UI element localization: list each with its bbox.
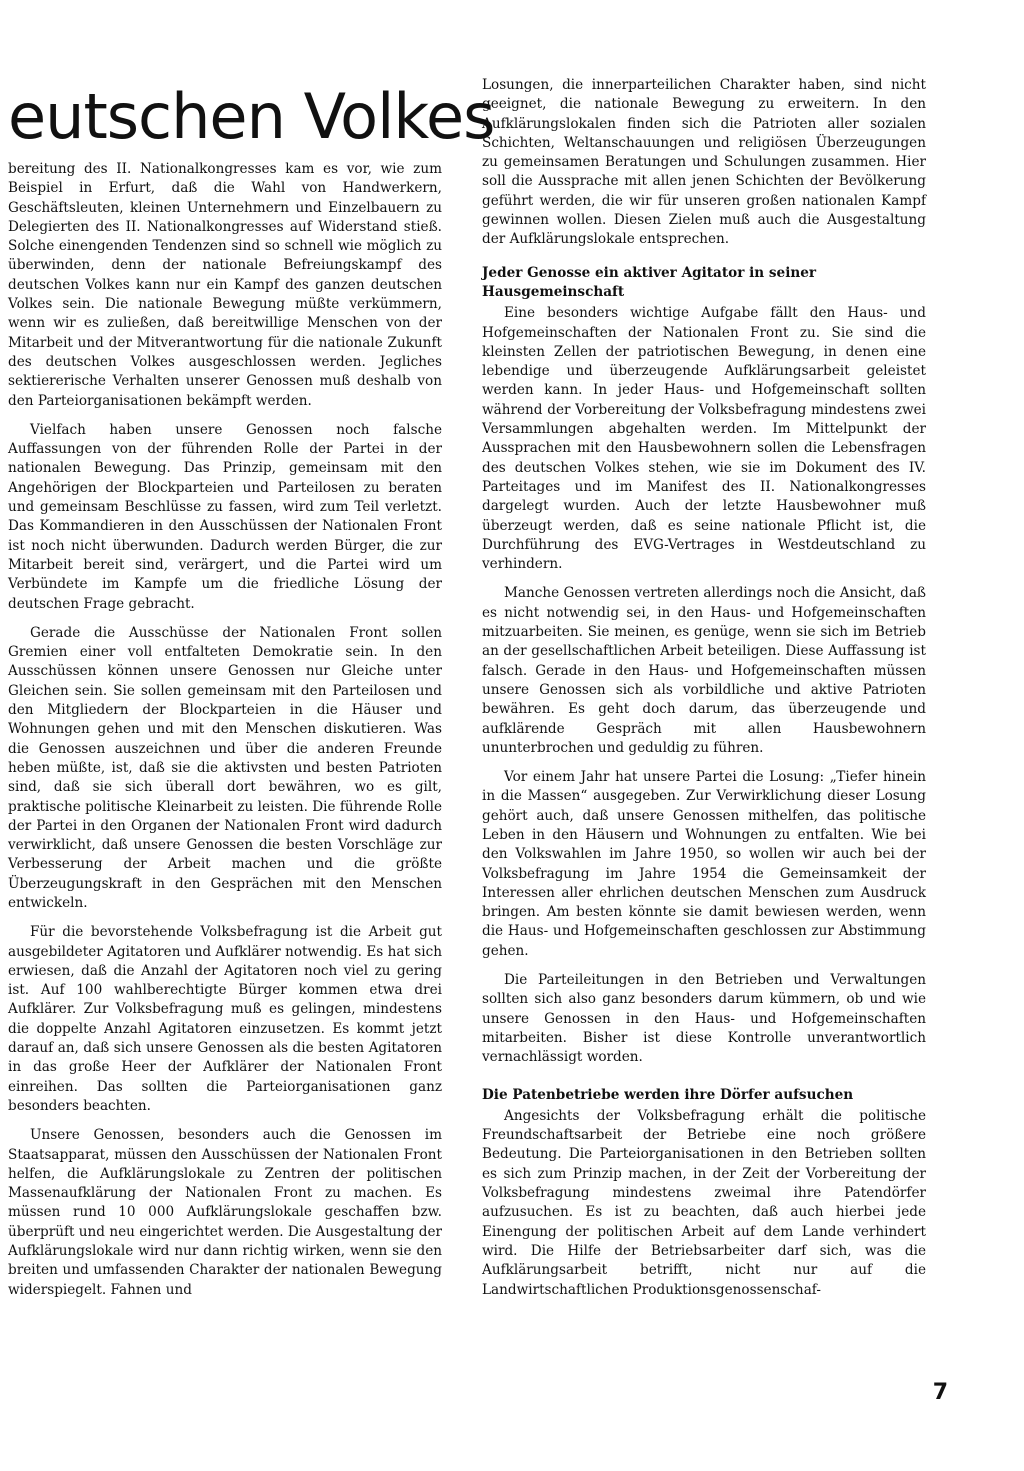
paragraph: Unsere Genossen, besonders auch die Genossen im Staatsapparat, müssen den Ausschüssen der Nationalen Front helfen, die Aufklärungslokale zu Zentren der politischen Massenaufklärung der Nationalen Front zu machen. Es müssen rund 10 000 Aufklärungslokale geschaffen bzw. überprüft und neu eingerichtet werden. Die Ausgestaltung der Aufklärungslokale wird nur dann richtig wirken, wenn sie den breiten und umfassenden Charakter der nationalen Bewegung widerspiegelt. Fahnen und <box>8 1127 442 1298</box>
paragraph: Vor einem Jahr hat unsere Partei die Losung: „Tiefer hinein in die Massen“ ausgegeben. Zur Verwirklichung dieser Losung gehört auch, daß unsere Genossen mithelfen, das politische Leben in den Häusern und Wohnungen zu entfalten. Wie bei den Volkswahlen im Jahre 1950, so wollen wir auch bei der Volksbefragung im Jahre 1954 die Gemeinsamkeit der Interessen aller ehrlichen deutschen Menschen zum Ausdruck bringen. Am besten könnte sie damit bewiesen werden, wenn die Haus- und Hofgemeinschaften geschlossen zur Abstimmung gehen. <box>482 769 926 959</box>
section-heading: Die Patenbetriebe werden ihre Dörfer aufsuchen <box>482 1086 854 1103</box>
paragraph: Angesichts der Volksbefragung erhält die politische Freundschaftsarbeit der Betriebe eine noch größere Bedeutung. Die Parteiorganisationen in den Betrieben sollten es sich zum Prinzip machen, in der Zeit der Vorbereitung der Volksbefragung mindestens zweimal ihre Patendörfer aufzusuchen. Es ist zu beachten, daß auch hierbei jede Einengung der politischen Arbeit auf dem Lande verhindert wird. Die Hilfe der Betriebsarbeiter darf sich, was die Aufklärungsarbeit betrifft, nicht nur auf die Landwirtschaftlichen Produktionsgenossenschaf- <box>482 1107 926 1298</box>
section-heading: Jeder Genosse ein aktiver Agitator in seiner Hausgemeinschaft <box>482 264 817 300</box>
paragraph: Für die bevorstehende Volksbefragung ist die Arbeit gut ausgebildeter Agitatoren und Aufklärer notwendig. Es hat sich erwiesen, daß die Anzahl der Agitatoren noch viel zu gering ist. Auf 100 wahlberechtigte Bürger kommen etwa drei Aufklärer. Zur Volksbefragung muß es gelingen, mindestens die doppelte Anzahl Agitatoren einzusetzen. Es kommt jetzt darauf an, daß sich unsere Genossen als die besten Agitatoren in das große Heer der Aufklärer der Nationalen Front einreihen. Das sollten die Parteiorganisationen ganz besonders beachten. <box>8 924 442 1114</box>
left-column <box>8 160 442 1310</box>
paragraph: Losungen, die innerparteilichen Charakter haben, sind nicht geeignet, die nationale Bewegung zu erweitern. In den Aufklärungslokalen finden sich die Patrioten aller sozialen Schichten, Weltanschauungen und religiösen Überzeugungen zu gemeinsamen Beratungen und Schulungen zusammen. Hier soll die Aussprache mit allen jenen Schichten der Bevölkerung geführt werden, die wir für unseren großen nationalen Kampf gewinnen wollen. Diesen Zielen muß auch die Ausgestaltung der Aufklärungslokale entsprechen. <box>482 77 926 248</box>
page-number: 7 <box>932 1380 948 1405</box>
paragraph: Die Parteileitungen in den Betrieben und Verwaltungen sollten sich also ganz besonders darum kümmern, ob und wie unsere Genossen in den Haus- und Hofgemeinschaften mitarbeiten. Bisher ist diese Kontrolle unverantwortlich vernachlässigt worden. <box>482 972 926 1066</box>
headline: eutschen Volkes <box>8 80 495 153</box>
right-column <box>482 76 926 1310</box>
paragraph: bereitung des II. Nationalkongresses kam es vor, wie zum Beispiel in Erfurt, daß die Wahl von Handwerkern, Geschäftsleuten, kleinen Unternehmern und Einzelbauern zu Delegierten des II. Nationalkongresses auf Widerstand stieß. Solche einengenden Tendenzen sind so schnell wie möglich zu überwinden, denn der nationale Befreiungskampf des deutschen Volkes kann nur ein Kampf des ganzen deutschen Volkes sein. Die nationale Bewegung müßte verkümmern, wenn wir es zuließen, daß bereitwillige Menschen von der Mitarbeit und der Mitverantwortung für die nationale Zukunft des deutschen Volkes ausgeschlossen werden. Jegliches sektiererische Verhalten unserer Genossen muß deshalb von den Parteiorganisationen bekämpft werden. <box>8 161 442 409</box>
paragraph: Vielfach haben unsere Genossen noch falsche Auffassungen von der führenden Rolle der Partei in der nationalen Bewegung. Das Prinzip, gemeinsam mit den Angehörigen der Blockparteien und Parteilosen zu beraten und gemeinsam Beschlüsse zu fassen, wird zum Teil verletzt. Das Kommandieren in den Ausschüssen der Nationalen Front ist noch nicht überwunden. Dadurch werden Bürger, die zur Mitarbeit bereit sind, verärgert, und die Partei wird um Verbündete im Kampfe um die friedliche Lösung der deutschen Frage gebracht. <box>8 421 442 612</box>
paragraph: Eine besonders wichtige Aufgabe fällt den Haus- und Hofgemeinschaften der Nationalen Front zu. Sie sind die kleinsten Zellen der patriotischen Bewegung, in denen eine lebendige und überzeugende Aufklärungsarbeit geleistet werden kann. In jeder Haus- und Hofgemeinschaft sollten während der Vorbereitung der Volksbefragung mindestens zwei Versammlungen abgehalten werden. Im Mittelpunkt der Aussprachen mit den Hausbewohnern sollen die Lebensfragen des deutschen Volkes stehen, wie sie im Dokument des IV. Parteitages und im Manifest des II. Nationalkongresses dargelegt wurden. Auch der letzte Hausbewohner muß überzeugt werden, daß es seine nationale Pflicht ist, die Durchführung des EVG-Vertrages in Westdeutschland zu verhindern. <box>482 305 926 573</box>
paragraph: Gerade die Ausschüsse der Nationalen Front sollen Gremien einer voll entfalteten Demokratie sein. In den Ausschüssen können unsere Genossen nur Gleiche unter Gleichen sein. Sie sollen gemeinsam mit den Parteilosen und den Mitgliedern der Blockparteien in die Häuser und Wohnungen gehen und mit den Menschen diskutieren. Was die Genossen auszeichnen und über die anderen Freunde heben müßte, ist, daß sie die aktivsten und besten Patrioten sind, daß sie sich überall dort bewähren, wo es gilt, praktische politische Kleinarbeit zu leisten. Die führende Rolle der Partei in den Organen der Nationalen Front wird dadurch verwirklicht, daß unsere Genossen die besten Vorschläge zur Verbesserung der Arbeit machen und die größte Überzeugungskraft in den Gesprächen mit den Menschen entwickeln. <box>8 624 442 911</box>
paragraph: Manche Genossen vertreten allerdings noch die Ansicht, daß es nicht notwendig sei, in den Haus- und Hofgemeinschaften mitzuarbeiten. Sie meinen, es genüge, wenn sie sich im Betrieb an der gesellschaftlichen Arbeit beteiligen. Diese Auffassung ist falsch. Gerade in den Haus- und Hofgemeinschaften müssen unsere Genossen sich als vorbildliche und aktive Patrioten bewähren. Es geht doch darum, das überzeugende und aufklärende Gespräch mit allen Hausbewohnern ununterbrochen und geduldig zu führen. <box>482 585 926 756</box>
